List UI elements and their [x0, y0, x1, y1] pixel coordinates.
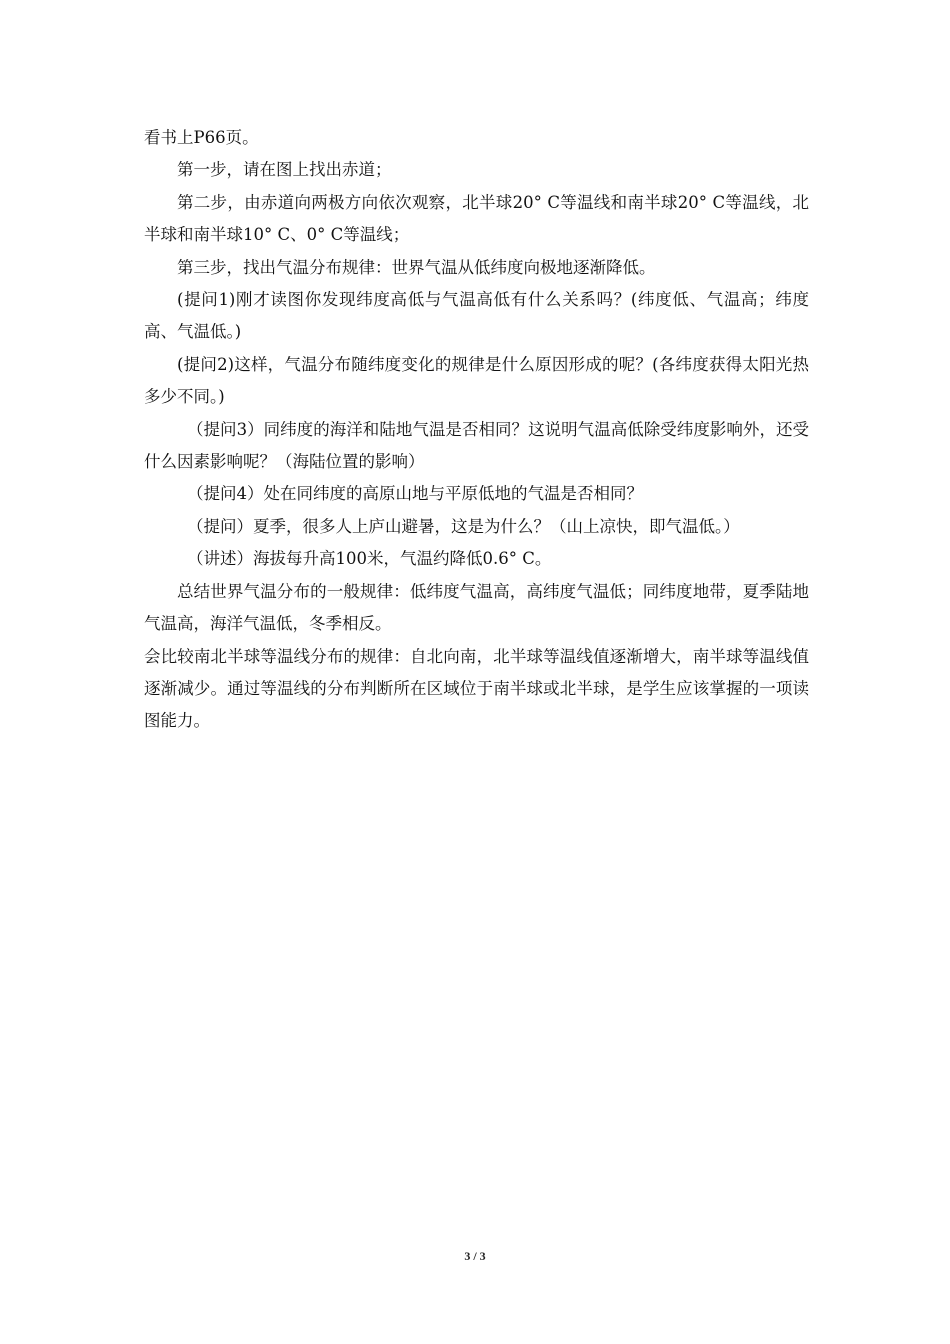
paragraph-step-one: 第一步，请在图上找出赤道； — [177, 160, 392, 180]
paragraph-lecture-altitude: （讲述）海拔每升高100米，气温约降低0.6° C。 — [187, 549, 552, 569]
paragraph-hemisphere-comparison: 会比较南北半球等温线分布的规律：自北向南，北半球等温线值逐渐增大，南半球等温线值逐渐减少。通过等温线的分布判断所在区域位于南半球或北半球，是学生应该掌握的一项读图能力。 — [144, 646, 809, 731]
document-body — [144, 122, 809, 738]
paragraph-step-three: 第三步，找出气温分布规律：世界气温从低纬度向极地逐渐降低。 — [177, 257, 656, 277]
paragraph-question-summer: （提问）夏季，很多人上庐山避暑，这是为什么？（山上凉快，即气温低。） — [187, 516, 740, 536]
page-number: 3 / 3 — [464, 1249, 486, 1263]
paragraph-summary: 总结世界气温分布的一般规律：低纬度气温高，高纬度气温低；同纬度地带，夏季陆地气温高，海洋气温低，冬季相反。 — [144, 581, 809, 634]
paragraph-question-1: (提问1)刚才读图你发现纬度高低与气温高低有什么关系吗？(纬度低、气温高；纬度高、气温低。) — [144, 290, 809, 342]
paragraph-question-4: （提问4）处在同纬度的高原山地与平原低地的气温是否相同？ — [187, 484, 643, 504]
paragraph-step-two: 第二步，由赤道向两极方向依次观察，北半球20° C等温线和南半球20° C等温线，北半球和南半球10° C、0° C等温线； — [144, 192, 809, 245]
paragraph-question-2: (提问2)这样，气温分布随纬度变化的规律是什么原因形成的呢？(各纬度获得太阳光热多少不同。) — [144, 354, 809, 407]
paragraph-question-3: （提问3）同纬度的海洋和陆地气温是否相同？这说明气温高低除受纬度影响外，还受什么因素影响呢？（海陆位置的影响） — [144, 419, 809, 472]
paragraph-page-reference: 看书上P66页。 — [144, 128, 259, 147]
